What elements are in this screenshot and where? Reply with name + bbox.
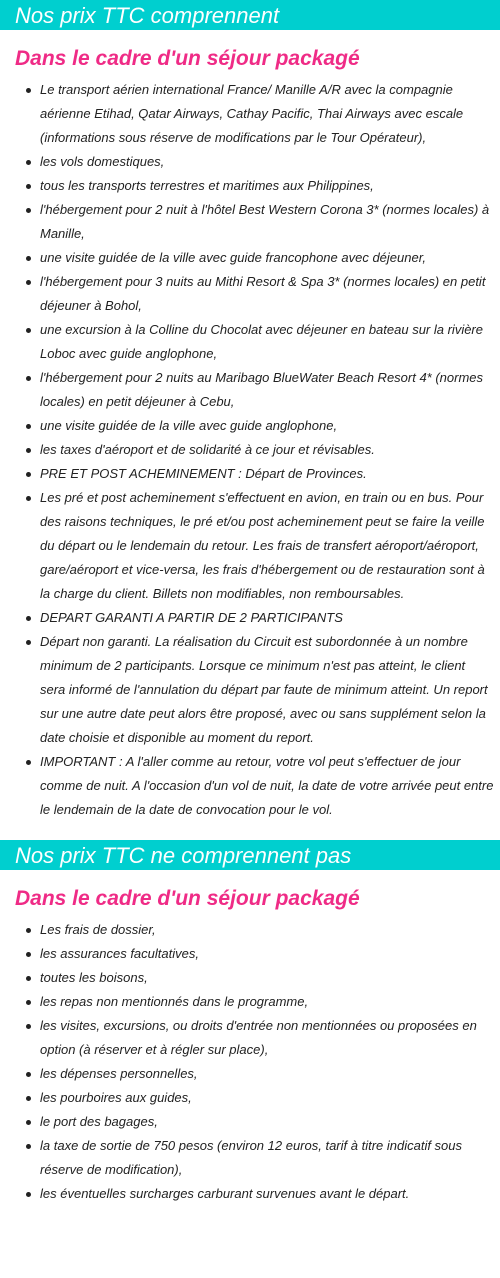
bullet-icon <box>26 328 31 333</box>
included-title: Nos prix TTC comprennent <box>15 3 280 28</box>
bullet-icon <box>26 376 31 381</box>
included-item: PRE ET POST ACHEMINEMENT : Départ de Provinces. <box>40 462 500 486</box>
included-item: tous les transports terrestres et maritimes aux Philippines, <box>40 174 500 198</box>
bullet-icon <box>26 1192 31 1197</box>
bullet-icon <box>26 448 31 453</box>
included-item: IMPORTANT : A l'aller comme au retour, votre vol peut s'effectuer de jour comme de nuit. A l'occasion d'un vol de nuit, la date de votre arrivée peut entre le lendemain de la date de convocation pour le vol. <box>40 750 500 822</box>
bullet-icon <box>26 640 31 645</box>
bullet-icon <box>26 928 31 933</box>
excluded-item: les dépenses personnelles, <box>40 1062 500 1086</box>
included-item: une excursion à la Colline du Chocolat avec déjeuner en bateau sur la rivière Loboc avec guide anglophone, <box>40 318 500 366</box>
bullet-icon <box>26 256 31 261</box>
bullet-icon <box>26 1072 31 1077</box>
included-subheading: Dans le cadre d'un séjour packagé <box>15 47 360 70</box>
bullet-icon <box>26 760 31 765</box>
bullet-icon <box>26 616 31 621</box>
included-item: une visite guidée de la ville avec guide anglophone, <box>40 414 500 438</box>
excluded-title: Nos prix TTC ne comprennent pas <box>15 843 352 868</box>
bullet-icon <box>26 1120 31 1125</box>
bullet-icon <box>26 424 31 429</box>
bullet-icon <box>26 952 31 957</box>
included-section-header <box>0 0 500 30</box>
included-item: les taxes d'aéroport et de solidarité à ce jour et révisables. <box>40 438 500 462</box>
excluded-item: la taxe de sortie de 750 pesos (environ 12 euros, tarif à titre indicatif sous réserve de modification), <box>40 1134 500 1182</box>
included-item: les vols domestiques, <box>40 150 500 174</box>
excluded-item: les éventuelles surcharges carburant survenues avant le départ. <box>40 1182 500 1206</box>
bullet-icon <box>26 88 31 93</box>
bullet-icon <box>26 1024 31 1029</box>
bullet-icon <box>26 976 31 981</box>
excluded-item: les repas non mentionnés dans le programme, <box>40 990 500 1014</box>
included-item: l'hébergement pour 3 nuits au Mithi Resort & Spa 3* (normes locales) en petit déjeuner à Bohol, <box>40 270 500 318</box>
excluded-item: les assurances facultatives, <box>40 942 500 966</box>
excluded-item: les visites, excursions, ou droits d'entrée non mentionnées ou proposées en option (à réserver et à régler sur place), <box>40 1014 500 1062</box>
excluded-item: le port des bagages, <box>40 1110 500 1134</box>
included-item: l'hébergement pour 2 nuits au Maribago BlueWater Beach Resort 4* (normes locales) en petit déjeuner à Cebu, <box>40 366 500 414</box>
excluded-subheading: Dans le cadre d'un séjour packagé <box>15 887 360 910</box>
excluded-item: Les frais de dossier, <box>40 918 500 942</box>
bullet-icon <box>26 184 31 189</box>
included-item: une visite guidée de la ville avec guide francophone avec déjeuner, <box>40 246 500 270</box>
included-item: Les pré et post acheminement s'effectuent en avion, en train ou en bus. Pour des raisons techniques, le pré et/ou post acheminement peut se faire la veille du départ ou le lendemain du retour. Les frais de transfert aéroport/aéroport, gare/aéroport et vice-versa, les frais d'hébergement ou de restauration sont à la charge du client. Billets non modifiables, non remboursables. <box>40 486 500 606</box>
excluded-list <box>0 918 500 1206</box>
bullet-icon <box>26 1096 31 1101</box>
bullet-icon <box>26 1000 31 1005</box>
bullet-icon <box>26 280 31 285</box>
included-item: DEPART GARANTI A PARTIR DE 2 PARTICIPANTS <box>40 606 500 630</box>
bullet-icon <box>26 472 31 477</box>
excluded-section-header <box>0 840 500 870</box>
excluded-item: toutes les boisons, <box>40 966 500 990</box>
bullet-icon <box>26 1144 31 1149</box>
excluded-item: les pourboires aux guides, <box>40 1086 500 1110</box>
included-list <box>0 78 500 822</box>
included-item: Départ non garanti. La réalisation du Circuit est subordonnée à un nombre minimum de 2 participants. Lorsque ce minimum n'est pas atteint, le client sera informé de l'annulation du départ par faute de minimum atteint. Un report sur une autre date peut alors être proposé, avec ou sans supplément selon la date choisie et disponible au moment du report. <box>40 630 500 750</box>
bullet-icon <box>26 208 31 213</box>
included-item: Le transport aérien international France/ Manille A/R avec la compagnie aérienne Etihad, Qatar Airways, Cathay Pacific, Thai Airways avec escale (informations sous réserve de modifications par le Tour Opérateur), <box>40 78 500 150</box>
included-item: l'hébergement pour 2 nuit à l'hôtel Best Western Corona 3* (normes locales) à Manille, <box>40 198 500 246</box>
bullet-icon <box>26 496 31 501</box>
bullet-icon <box>26 160 31 165</box>
